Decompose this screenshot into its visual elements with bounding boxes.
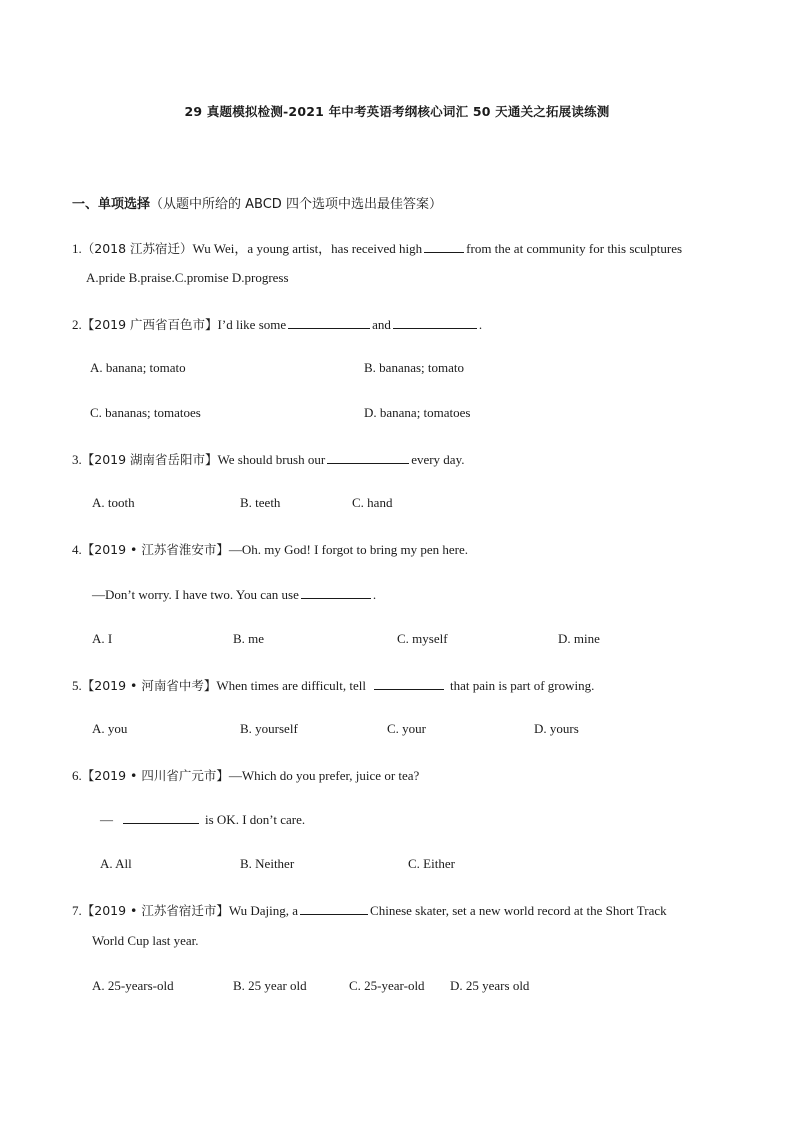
option-c[interactable]: C. myself — [397, 631, 448, 646]
answer-blank[interactable] — [301, 586, 371, 599]
question-number: 7. — [72, 903, 82, 918]
question-text: and — [372, 317, 391, 332]
option-b[interactable]: B. 25 year old — [233, 978, 307, 993]
question-source: （2018 江苏宿迁） — [81, 241, 193, 256]
question-source: 【2019 • 四川省广元市】 — [81, 768, 229, 783]
question-4 — [72, 540, 468, 558]
option-b[interactable]: B. me — [233, 631, 265, 646]
question-text: —Oh. my God! I forgot to bring my pen here. — [228, 542, 469, 557]
question-text: every day. — [411, 452, 465, 467]
answer-blank[interactable] — [374, 677, 444, 690]
option-c[interactable]: C. your — [387, 721, 426, 736]
question-1 — [72, 238, 682, 257]
option-d[interactable]: D. mine — [558, 631, 600, 646]
answer-blank[interactable] — [288, 316, 370, 329]
question-4-line-2 — [92, 586, 376, 603]
question-number: 5. — [72, 678, 82, 693]
question-6-line-2 — [100, 811, 305, 828]
option-c[interactable]: C. hand — [352, 495, 393, 510]
question-text: I’d like some — [217, 317, 287, 332]
question-number: 1. — [72, 241, 82, 256]
answer-blank[interactable] — [123, 811, 199, 824]
question-text: from the at community for this sculptures — [466, 241, 683, 256]
option-b[interactable]: B. teeth — [240, 495, 281, 510]
document-title: 29 真题模拟检测-2021 年中考英语考纲核心词汇 50 天通关之拓展读练测 — [184, 104, 610, 119]
section-note: （从题中所给的 ABCD 四个选项中选出最佳答案） — [150, 197, 442, 212]
option-a[interactable]: A. 25-years-old — [92, 978, 174, 993]
question-source: 【2019 • 江苏省淮安市】 — [81, 542, 229, 557]
question-text: Wu Dajing, a — [228, 903, 299, 918]
question-3 — [72, 450, 464, 468]
question-2 — [72, 315, 482, 333]
question-source: 【2019 • 江苏省宿迁市】 — [81, 903, 229, 918]
question-text: Chinese skater, set a new world record at the Short Track — [370, 903, 667, 918]
section-label: 一、单项选择 — [72, 197, 151, 212]
question-text: We should brush our — [217, 452, 326, 467]
question-1-options: A.pride B.praise.C.promise D.progress — [86, 270, 289, 285]
question-number: 4. — [72, 542, 82, 557]
question-text: — — [100, 812, 113, 827]
option-a[interactable]: A. tooth — [92, 495, 135, 510]
question-text: is OK. I don’t care. — [205, 812, 306, 827]
answer-blank[interactable] — [393, 316, 477, 329]
question-7 — [72, 901, 667, 919]
question-text: When times are difficult, tell — [216, 678, 366, 693]
option-a[interactable]: A. you — [92, 721, 128, 736]
option-a[interactable]: A. banana; tomato — [90, 360, 186, 375]
option-b[interactable]: B. yourself — [240, 721, 298, 736]
option-d[interactable]: D. yours — [534, 721, 579, 736]
question-number: 6. — [72, 768, 82, 783]
question-text: . — [372, 587, 377, 602]
option-d[interactable]: D. 25 years old — [450, 978, 530, 993]
question-text: —Which do you prefer, juice or tea? — [228, 768, 420, 783]
question-source: 【2019 湖南省岳阳市】 — [81, 452, 218, 467]
option-c[interactable]: C. 25-year-old — [349, 978, 425, 993]
option-b[interactable]: B. Neither — [240, 856, 295, 871]
option-c[interactable]: C. Either — [408, 856, 455, 871]
option-a[interactable]: A. I — [92, 631, 113, 646]
option-d[interactable]: D. banana; tomatoes — [364, 405, 471, 420]
question-5 — [72, 676, 594, 694]
question-text: that pain is part of growing. — [449, 678, 595, 693]
answer-blank[interactable] — [327, 451, 409, 464]
question-number: 2. — [72, 317, 82, 332]
option-a[interactable]: A. All — [100, 856, 132, 871]
option-c[interactable]: C. bananas; tomatoes — [90, 405, 201, 420]
section-heading — [72, 193, 442, 212]
answer-blank[interactable] — [424, 240, 464, 253]
question-source: 【2019 • 河南省中考】 — [81, 678, 217, 693]
option-b[interactable]: B. bananas; tomato — [364, 360, 465, 375]
question-source: 【2019 广西省百色市】 — [81, 317, 218, 332]
answer-blank[interactable] — [300, 902, 368, 915]
question-text: —Don’t worry. I have two. You can use — [92, 587, 299, 602]
question-6 — [72, 766, 419, 784]
question-text: Wu Wei，a young artist，has received high — [192, 241, 423, 256]
question-7-line-2: World Cup last year. — [92, 933, 199, 948]
question-text: . — [478, 317, 483, 332]
question-number: 3. — [72, 452, 82, 467]
